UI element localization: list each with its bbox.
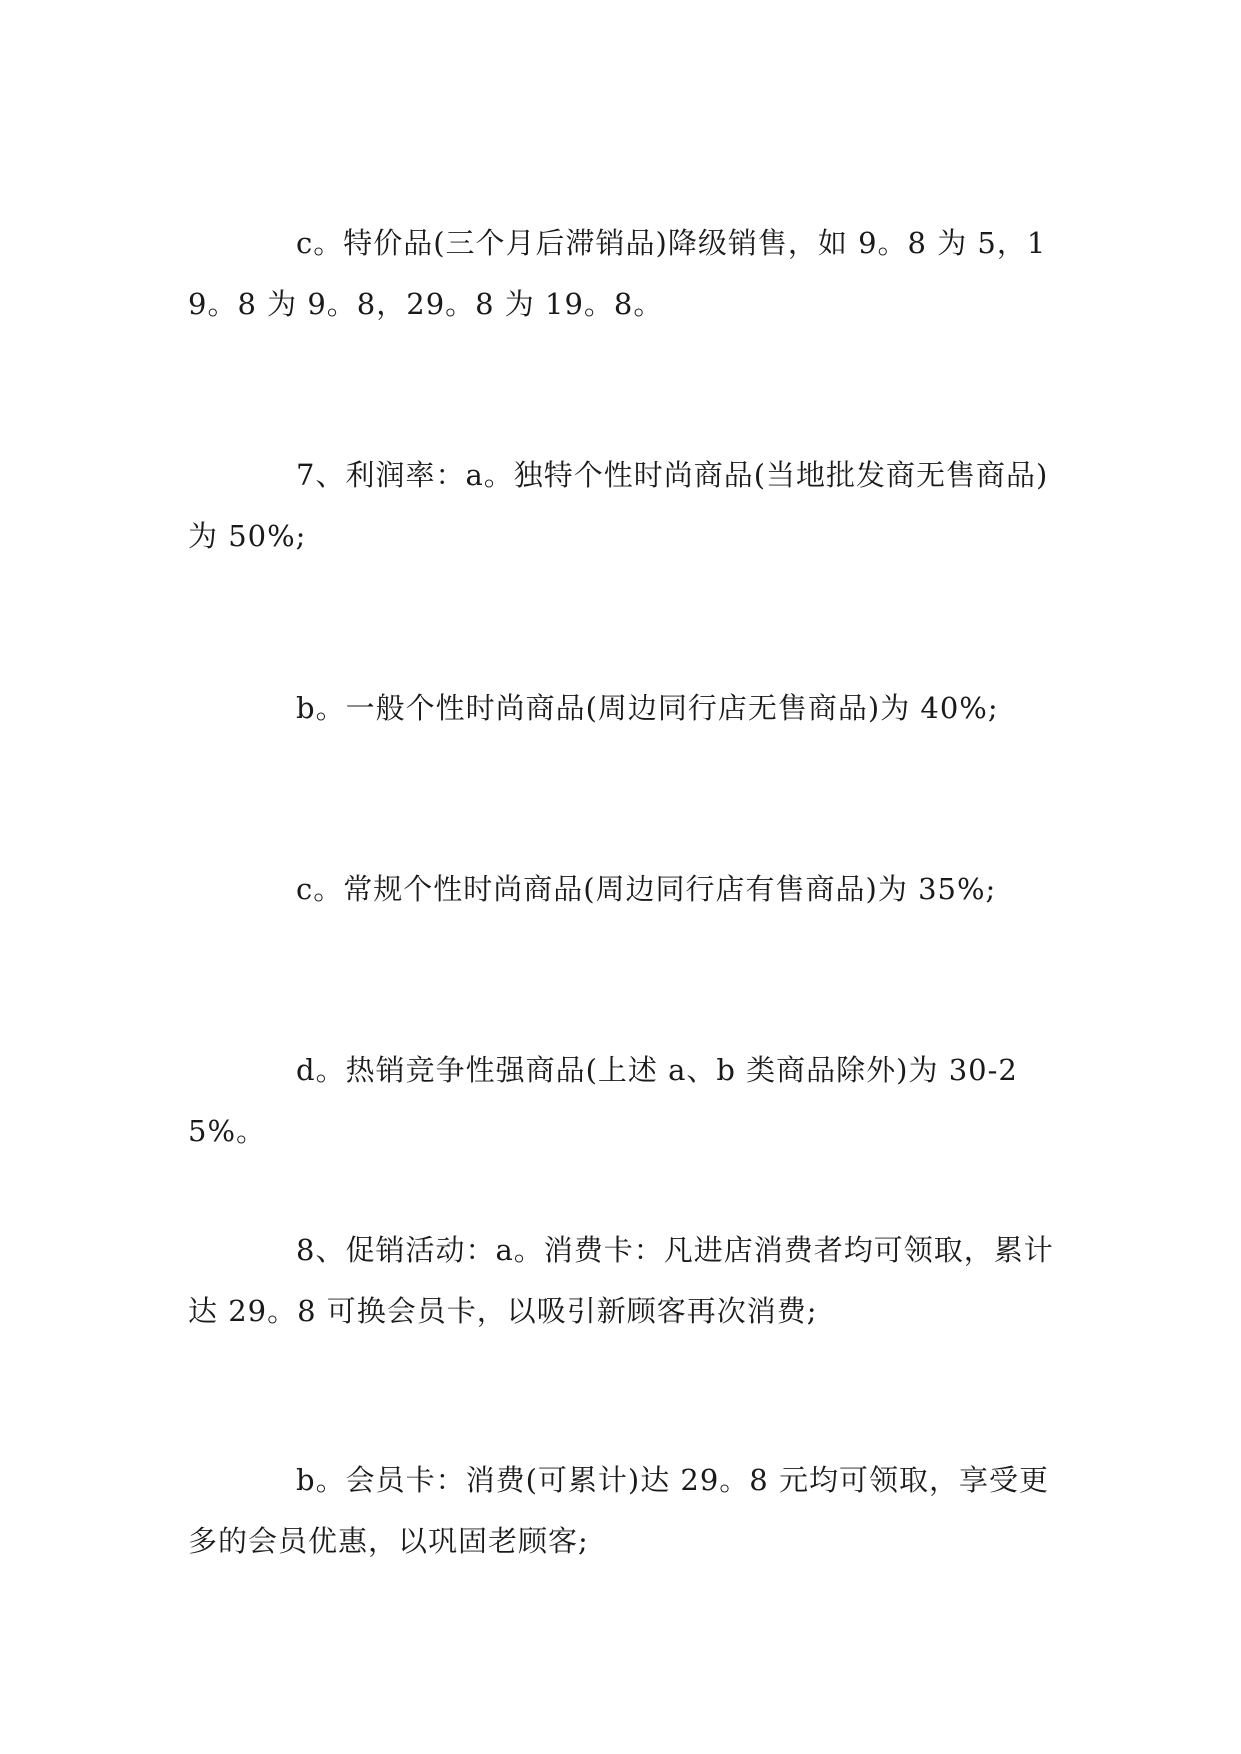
paragraph-clearance-pricing: c。特价品(三个月后滞销品)降级销售，如 9。8 为 5，19。8 为 9。8，29。8 为 19。8。: [188, 226, 1047, 321]
paragraph-profit-margin-hot-selling: d。热销竞争性强商品(上述 a、b 类商品除外)为 30-25%。: [188, 1053, 1018, 1148]
paragraph-promotion-member-card: b。会员卡：消费(可累计)达 29。8 元均可领取，享受更多的会员优惠，以巩固老顾客;: [188, 1463, 1049, 1558]
paragraph-profit-margin-regular: c。常规个性时尚商品(周边同行店有售商品)为 35%;: [296, 872, 997, 906]
paragraph-profit-margin-general: b。一般个性时尚商品(周边同行店无售商品)为 40%;: [296, 691, 999, 725]
paragraph-promotion-consumer-card: 8、促销活动：a。消费卡：凡进店消费者均可领取，累计达 29。8 可换会员卡，以吸引新顾客再次消费;: [188, 1233, 1054, 1328]
paragraph-profit-margin-unique: 7、利润率：a。独特个性时尚商品(当地批发商无售商品)为 50%;: [188, 458, 1049, 553]
